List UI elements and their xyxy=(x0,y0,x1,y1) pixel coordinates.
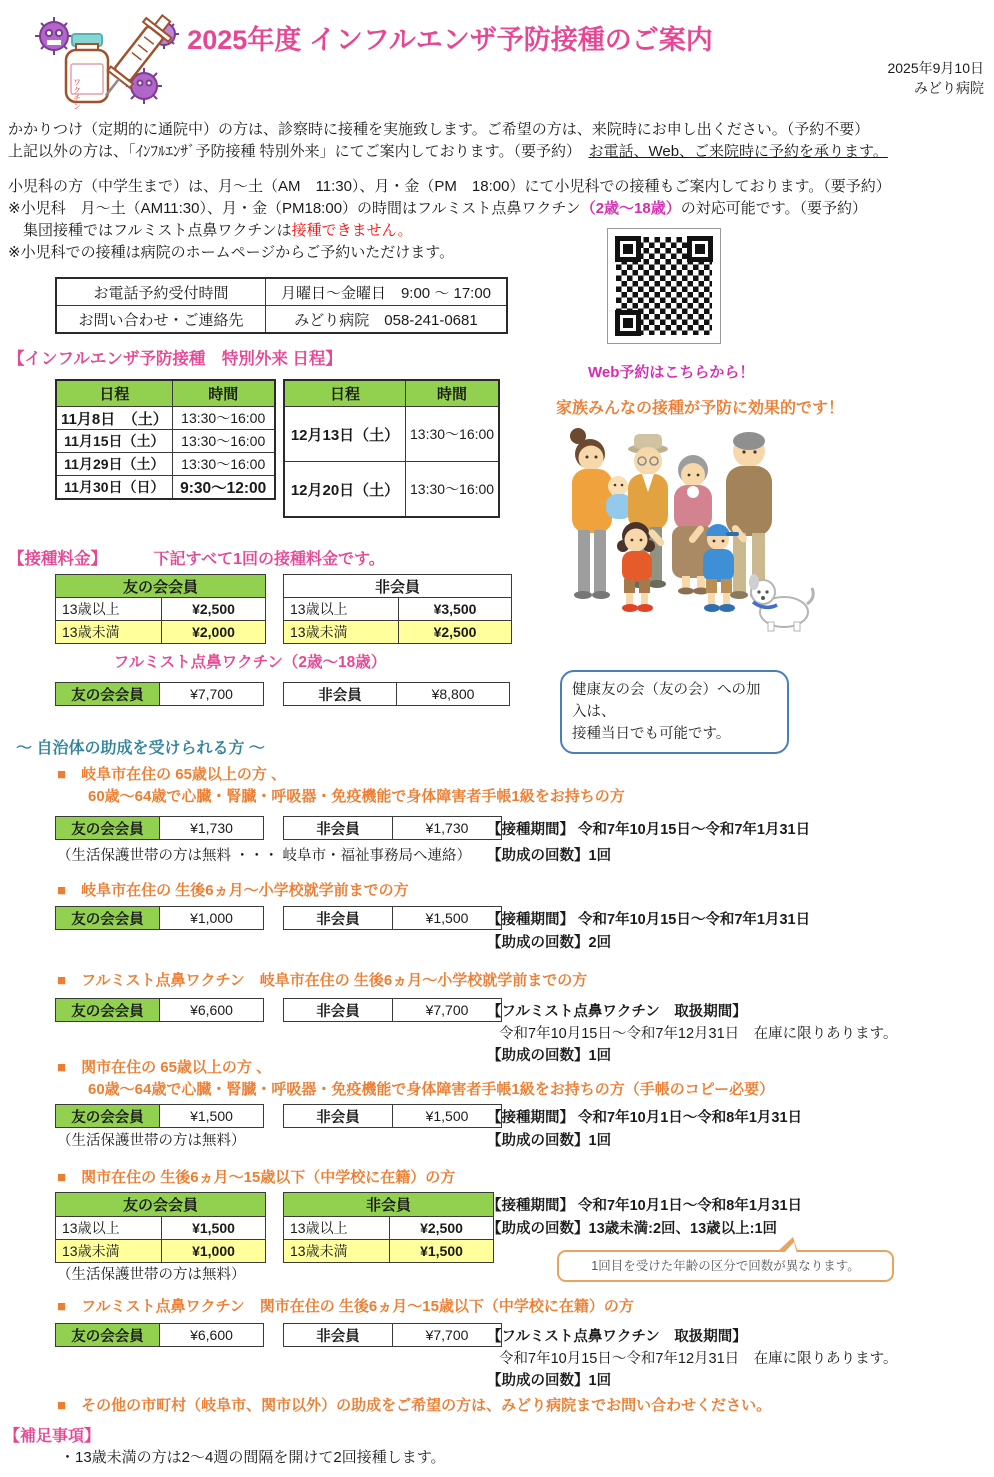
member-header: 友の会会員 xyxy=(56,575,266,598)
age-label: 13歳未満 xyxy=(284,1240,390,1263)
subsidy-count: 【助成の回数】2回 xyxy=(487,935,612,951)
contact-value: みどり病院 058-241-0681 xyxy=(266,306,508,334)
column-header-time: 時間 xyxy=(406,380,500,407)
section-title-line1: フルミスト点鼻ワクチン 岐阜市在住の 生後6ヵ月～小学校就学前までの方 xyxy=(81,972,588,989)
schedule-time: 13:30～16:00 xyxy=(172,430,275,453)
fee-row xyxy=(284,621,512,644)
subsidy-note: （生活保護世帯の方は無料 ・・・ 岐阜市・福祉事務局へ連絡） xyxy=(57,848,472,864)
supplement-heading: 【補足事項】 xyxy=(4,1428,101,1445)
flumist-heading: フルミスト点鼻ワクチン（2歳～18歳） xyxy=(113,654,387,671)
fees-subheading: 下記すべて1回の接種料金です。 xyxy=(153,551,385,568)
fee-price: ¥8,800 xyxy=(397,683,510,706)
fee-price: ¥2,500 xyxy=(390,1217,494,1240)
subsidy-section-gifu-senior-title xyxy=(57,763,286,784)
supplement-item: ・13歳未満の方は2～4週の間隔を開けて2回接種します。 xyxy=(60,1449,446,1466)
schedule-date: 12月13日（土） xyxy=(284,407,406,462)
fee-row xyxy=(56,1217,266,1240)
schedule-row xyxy=(56,476,275,500)
subsidy-count: 【助成の回数】1回 xyxy=(487,1373,612,1389)
fee-price: ¥2,000 xyxy=(162,621,266,644)
member-label: 友の会会員 xyxy=(56,1105,160,1128)
section-title-line1: 岐阜市在住の 生後6ヵ月～小学校就学前までの方 xyxy=(81,882,409,899)
contact-row xyxy=(56,278,507,306)
bullet-icon: ■ xyxy=(57,1169,67,1186)
subsidy-count: 【助成の回数】1回 xyxy=(487,1133,612,1149)
nonmember-label: 非会員 xyxy=(284,999,393,1022)
fee-row xyxy=(56,621,266,644)
qr-finder-icon xyxy=(615,310,641,336)
peds-line1: 小児科の方（中学生まで）は、月～土（AM 11:30）、月・金（PM 18:00）にて小児科での接種もご案内しております。（要予約） xyxy=(8,178,891,195)
schedule-date: 11月8日 （土） xyxy=(56,407,172,430)
subsidy-heading: ～ 自治体の助成を受けられる方 ～ xyxy=(16,740,265,757)
nonmember-label: 非会員 xyxy=(284,1324,393,1347)
section-title-line1: 岐阜市在住の 65歳以上の方 、 xyxy=(81,766,287,783)
nonmember-label: 非会員 xyxy=(284,683,397,706)
schedule-time: 13:30～16:00 xyxy=(172,407,275,430)
section-title-line1: 関市在住の 65歳以上の方 、 xyxy=(81,1059,272,1076)
bullet-icon: ■ xyxy=(57,766,67,783)
bubble-line2: 入は、 xyxy=(572,704,616,720)
fee-price: ¥3,500 xyxy=(399,598,512,621)
fee-price: ¥1,000 xyxy=(160,907,264,930)
bubble-line3: 接種当日でも可能です。 xyxy=(572,726,731,742)
peds-line4: ※小児科での接種は病院のホームページからご予約いただけます。 xyxy=(8,244,455,261)
qr-finder-icon xyxy=(687,236,713,262)
subsidy-count: 【助成の回数】1回 xyxy=(487,1048,612,1064)
subsidy-member-row xyxy=(55,998,264,1022)
member-label: 友の会会員 xyxy=(56,999,160,1022)
age-label: 13歳未満 xyxy=(56,1240,162,1263)
bottle-label: ワクチン xyxy=(72,78,82,110)
subsidy-nonmember-row xyxy=(283,1104,502,1128)
fee-row xyxy=(284,1240,494,1263)
subsidy-nonmember-row xyxy=(283,998,502,1022)
column-header-time: 時間 xyxy=(172,380,275,407)
subsidy-section-seki-child-title xyxy=(57,1166,455,1187)
fees-heading-row xyxy=(8,545,385,569)
nonmember-header: 非会員 xyxy=(284,1193,494,1217)
fee-price: ¥7,700 xyxy=(393,999,502,1022)
peds-line3-pre: 集団接種ではフルミスト点鼻ワクチンは xyxy=(8,222,292,239)
member-header: 友の会会員 xyxy=(56,1193,266,1217)
flumist-period-heading: 【フルミスト点鼻ワクチン 取扱期間】 xyxy=(487,1004,747,1020)
fee-row xyxy=(284,1217,494,1240)
subsidy-count: 【助成の回数】1回 xyxy=(487,848,612,864)
intro-line2 xyxy=(8,141,888,163)
qr-caption: Web予約はこちらから！ xyxy=(588,364,755,381)
subsidy-note: （生活保護世帯の方は無料） xyxy=(57,1267,246,1283)
member-label: 友の会会員 xyxy=(56,817,160,840)
fee-price: ¥1,500 xyxy=(162,1217,266,1240)
seki-child-nonmember-table xyxy=(283,1192,494,1263)
contact-row xyxy=(56,306,507,334)
subsidy-member-row xyxy=(55,816,264,840)
fee-price: ¥1,730 xyxy=(393,817,502,840)
bullet-icon: ■ xyxy=(57,882,67,899)
schedule-date: 12月20日（土） xyxy=(284,462,406,518)
subsidy-period: 【接種期間】 令和7年10月1日～令和8年1月31日 xyxy=(487,1198,803,1214)
fee-price: ¥1,730 xyxy=(160,817,264,840)
fee-price: ¥2,500 xyxy=(399,621,512,644)
fee-row xyxy=(284,598,512,621)
fee-price: ¥1,500 xyxy=(390,1240,494,1263)
fee-price: ¥7,700 xyxy=(393,1324,502,1347)
flumist-member-row xyxy=(55,682,264,706)
schedule-row xyxy=(56,453,275,476)
fee-price: ¥6,600 xyxy=(160,999,264,1022)
bullet-icon: ■ xyxy=(57,1397,67,1414)
fee-row xyxy=(56,1240,266,1263)
fee-price: ¥1,500 xyxy=(393,1105,502,1128)
membership-bubble xyxy=(560,670,789,754)
flumist-period-heading: 【フルミスト点鼻ワクチン 取扱期間】 xyxy=(487,1329,747,1345)
subsidy-section-seki-senior-title xyxy=(57,1056,271,1077)
age-label: 13歳未満 xyxy=(284,621,399,644)
schedule-row xyxy=(56,407,275,430)
fees-nonmember-table xyxy=(283,574,512,644)
intro-paragraph xyxy=(8,119,888,163)
schedule-row xyxy=(284,462,499,518)
nonmember-label: 非会員 xyxy=(284,817,393,840)
bullet-icon: ■ xyxy=(57,1298,67,1315)
member-label: 友の会会員 xyxy=(56,1324,160,1347)
nonmember-header: 非会員 xyxy=(284,575,512,598)
schedule-time: 13:30～16:00 xyxy=(172,453,275,476)
subsidy-period: 【接種期間】 令和7年10月15日～令和7年1月31日 xyxy=(487,822,811,838)
member-label: 友の会会員 xyxy=(56,907,160,930)
peds-line3 xyxy=(8,220,891,242)
bullet-icon: ■ xyxy=(57,1059,67,1076)
age-label: 13歳以上 xyxy=(284,1217,390,1240)
nonmember-label: 非会員 xyxy=(284,907,393,930)
section-title-line1: その他の市町村（岐阜市、関市以外）の助成をご希望の方は、みどり病院までお問い合わせください。 xyxy=(81,1397,772,1414)
schedule-date: 11月15日（土） xyxy=(56,430,172,453)
schedule-row xyxy=(284,407,499,462)
schedule-table-november xyxy=(55,379,276,500)
schedule-table-december xyxy=(283,379,500,518)
age-label: 13歳以上 xyxy=(56,1217,162,1240)
schedule-time: 9:30～12:00 xyxy=(172,476,275,500)
schedule-time: 13:30～16:00 xyxy=(406,407,500,462)
subsidy-note: （生活保護世帯の方は無料） xyxy=(57,1133,246,1149)
contact-label: お電話予約受付時間 xyxy=(56,278,266,306)
intro-line1: かかりつけ（定期的に通院中）の方は、診察時に接種を実施致します。ご希望の方は、来院時にお申し出ください。（予約不要） xyxy=(8,121,870,138)
contact-label: お問い合わせ・ご連絡先 xyxy=(56,306,266,334)
subsidy-member-row xyxy=(55,1323,264,1347)
intro-line2-underlined: お電話、Web、ご来院時に予約を承ります。 xyxy=(588,143,888,160)
family-illustration xyxy=(556,420,821,665)
subsidy-member-row xyxy=(55,1104,264,1128)
section-title-line2: 60歳～64歳で心臓・腎臓・呼吸器・免疫機能で身体障害者手帳1級をお持ちの方 xyxy=(88,788,625,805)
seki-child-member-table xyxy=(55,1192,266,1263)
section-title-line2: 60歳～64歳で心臓・腎臓・呼吸器・免疫機能で身体障害者手帳1級をお持ちの方（手帳のコピー必要） xyxy=(88,1081,775,1098)
fee-price: ¥1,500 xyxy=(160,1105,264,1128)
fees-heading: 【接種料金】 xyxy=(8,550,107,568)
fee-price: ¥2,500 xyxy=(162,598,266,621)
subsidy-section-other-title xyxy=(57,1394,771,1415)
schedule-date: 11月29日（土） xyxy=(56,453,172,476)
subsidy-nonmember-row xyxy=(283,906,502,930)
flumist-nonmember-row xyxy=(283,682,510,706)
schedule-row xyxy=(56,430,275,453)
column-header-date: 日程 xyxy=(284,380,406,407)
intro-line2-pre: 上記以外の方は、「ｲﾝﾌﾙｴﾝｻﾞ予防接種 特別外来」にてご案内しております。（要予約） xyxy=(8,143,589,160)
column-header-date: 日程 xyxy=(56,380,172,407)
doc-meta xyxy=(887,58,984,98)
peds-line2-pre: ※小児科 月～土（AM11:30）、月・金（PM18:00）の時間はフルミスト点鼻ワクチン xyxy=(8,200,581,217)
pediatrics-paragraph xyxy=(8,176,891,264)
subsidy-nonmember-row xyxy=(283,816,502,840)
section-title-line1: 関市在住の 生後6ヵ月～15歳以下（中学校に在籍）の方 xyxy=(81,1169,456,1186)
page-title: 2025年度 インフルエンザ予防接種のご案内 xyxy=(187,25,713,55)
subsidy-count: 【助成の回数】13歳未満:2回、13歳以上:1回 xyxy=(487,1221,778,1237)
age-label: 13歳以上 xyxy=(284,598,399,621)
peds-line2-post: の対応可能です。（要予約） xyxy=(680,200,868,217)
subsidy-nonmember-row xyxy=(283,1323,502,1347)
subsidy-section-flumist-gifu-title xyxy=(57,969,587,990)
peds-line2-age-range: （2歳～18歳） xyxy=(580,200,681,217)
family-benefit-note: 家族みんなの接種が予防に効果的です！ xyxy=(556,400,845,417)
nonmember-label: 非会員 xyxy=(284,1105,393,1128)
section-title-line1: フルミスト点鼻ワクチン 関市在住の 生後6ヵ月～15歳以下（中学校に在籍）の方 xyxy=(81,1298,634,1315)
bullet-icon: ■ xyxy=(57,972,67,989)
flumist-period: 令和7年10月15日～令和7年12月31日 在庫に限りあります。 xyxy=(499,1351,898,1367)
age-label: 13歳未満 xyxy=(56,621,162,644)
qr-code xyxy=(607,228,721,344)
subsidy-section-flumist-seki-title xyxy=(57,1295,634,1316)
fees-member-table xyxy=(55,574,266,644)
callout-bubble: 1回目を受けた年齢の区分で回数が異なります。 xyxy=(557,1250,894,1282)
hospital-name: みどり病院 xyxy=(914,80,984,96)
schedule-heading: 【インフルエンザ予防接種 特別外来 日程】 xyxy=(8,350,342,368)
bubble-line1: 健康友の会（友の会）への加 xyxy=(572,682,761,698)
doc-date: 2025年9月10日 xyxy=(887,60,984,76)
peds-line3-warning: 接種できません。 xyxy=(291,222,413,239)
age-label: 13歳以上 xyxy=(56,598,162,621)
fee-price: ¥6,600 xyxy=(160,1324,264,1347)
subsidy-section-gifu-child-title xyxy=(57,879,409,900)
flumist-period: 令和7年10月15日～令和7年12月31日 在庫に限りあります。 xyxy=(499,1026,898,1042)
member-label: 友の会会員 xyxy=(56,683,160,706)
fee-price: ¥1,500 xyxy=(393,907,502,930)
schedule-date: 11月30日（日） xyxy=(56,476,172,500)
subsidy-member-row xyxy=(55,906,264,930)
subsidy-period: 【接種期間】 令和7年10月15日～令和7年1月31日 xyxy=(487,912,811,928)
peds-line2 xyxy=(8,198,891,220)
contact-table xyxy=(55,277,508,334)
qr-finder-icon xyxy=(615,236,641,262)
fee-price: ¥7,700 xyxy=(160,683,264,706)
fee-price: ¥1,000 xyxy=(162,1240,266,1263)
fee-row xyxy=(56,598,266,621)
contact-value: 月曜日～金曜日 9:00 ～ 17:00 xyxy=(266,278,508,306)
schedule-time: 13:30～16:00 xyxy=(406,462,500,518)
subsidy-period: 【接種期間】 令和7年10月1日～令和8年1月31日 xyxy=(487,1110,803,1126)
